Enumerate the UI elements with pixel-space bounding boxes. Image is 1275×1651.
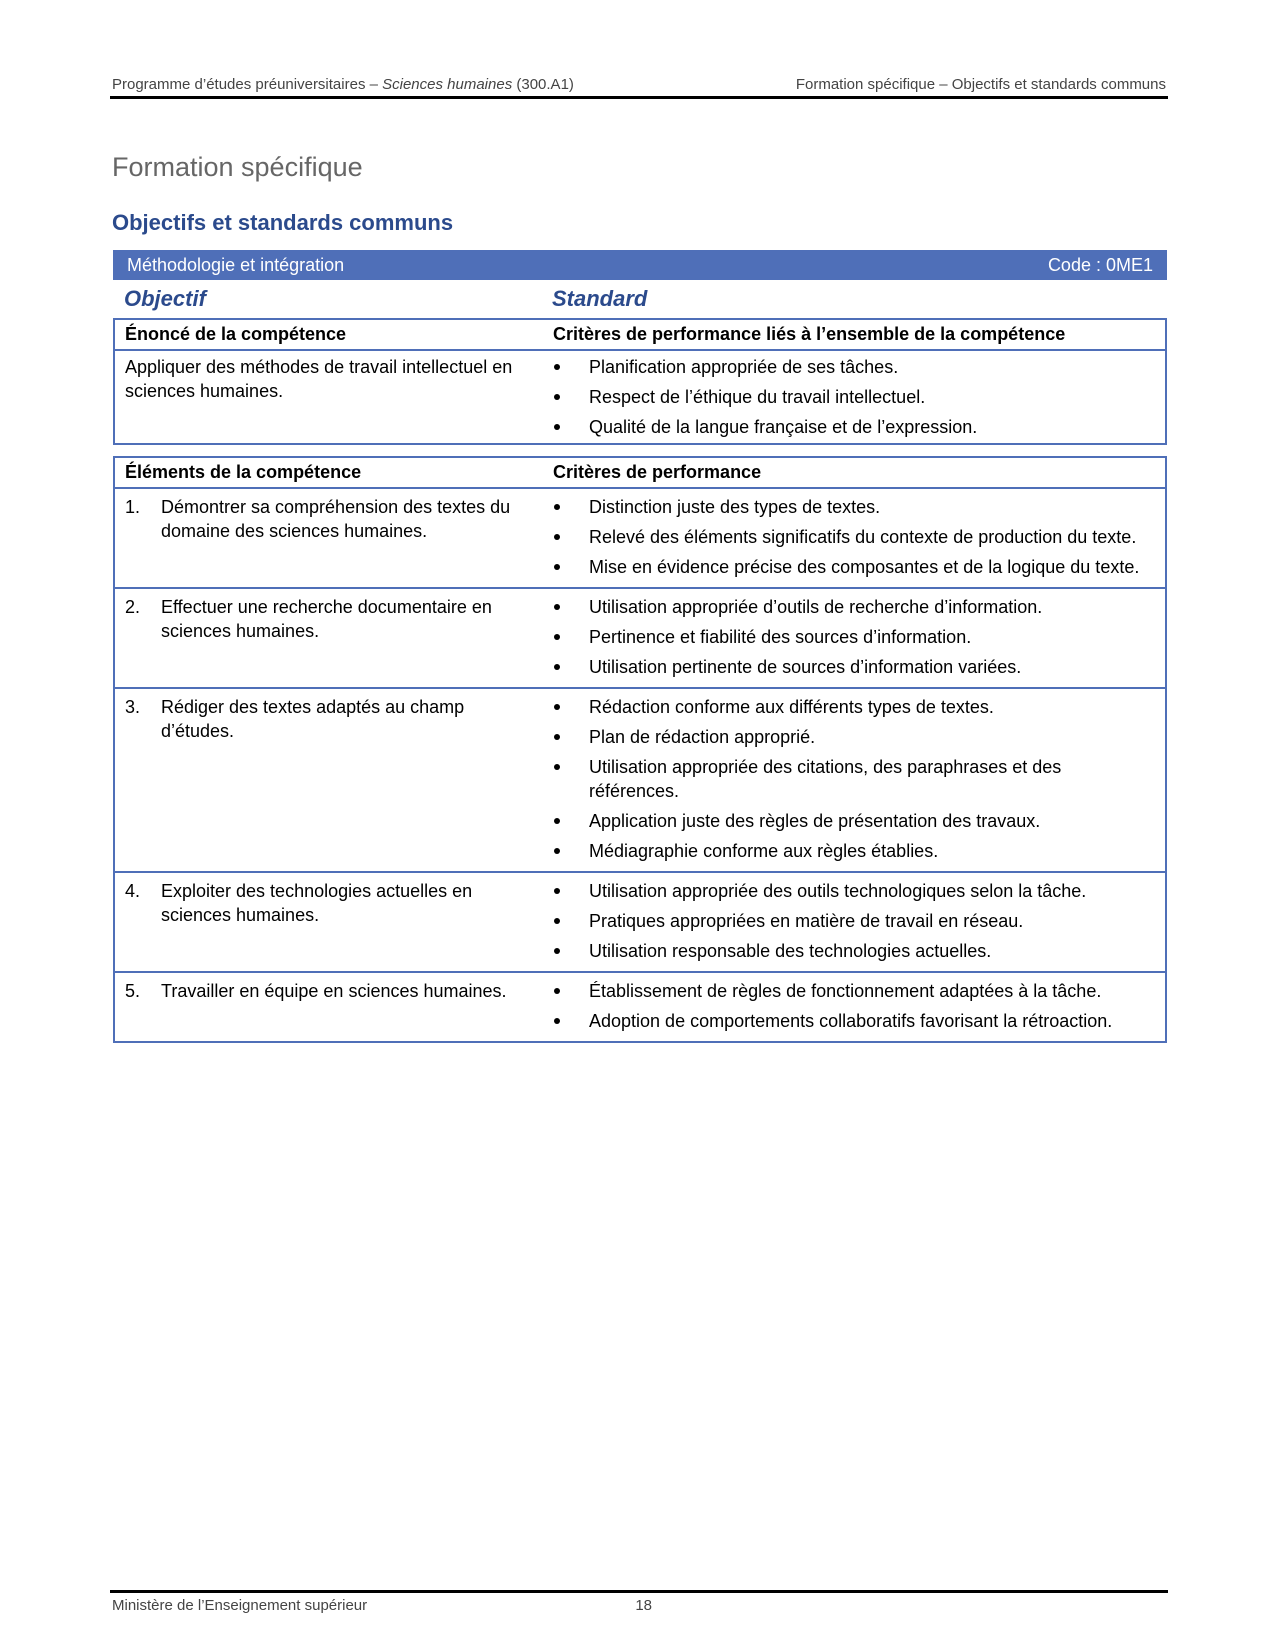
running-header-right: Formation spécifique – Objectifs et standards communs: [795, 76, 1166, 93]
element-number: 5.: [125, 981, 141, 1001]
bullet-icon: [554, 634, 560, 640]
bullet-icon: [554, 564, 560, 570]
bullet-icon: [554, 604, 560, 610]
bullet-icon: [554, 534, 560, 540]
criterion-item: [553, 555, 1155, 579]
running-header: [112, 76, 1166, 93]
bullet-icon: [554, 764, 560, 770]
element-number: 3.: [125, 697, 141, 717]
competence-criteria-heading: Critères de performance liés à l’ensemble de la compétence: [543, 319, 1166, 350]
criteria-list: [553, 695, 1155, 863]
element-text: Exploiter des technologies actuelles en sciences humaines.: [161, 881, 473, 925]
bullet-icon: [554, 818, 560, 824]
criterion-item: [553, 755, 1155, 803]
element-cell: [114, 588, 543, 688]
bullet-icon: [554, 704, 560, 710]
criterion-item: [553, 355, 1155, 379]
element-cell: [114, 688, 543, 872]
header-rule: [110, 96, 1168, 99]
criteria-cell: [543, 488, 1166, 588]
element-item: [125, 879, 533, 927]
criterion-item: [553, 809, 1155, 833]
criterion-text: Application juste des règles de présentation des travaux.: [589, 811, 1041, 831]
criterion-text: Relevé des éléments significatifs du contexte de production du texte.: [589, 527, 1137, 547]
element-item: [125, 595, 533, 643]
element-row: [114, 872, 1166, 972]
criterion-text: Pertinence et fiabilité des sources d’information.: [589, 627, 972, 647]
bullet-icon: [554, 664, 560, 670]
criterion-text: Respect de l’éthique du travail intellectuel.: [589, 387, 926, 407]
element-number: 4.: [125, 881, 141, 901]
criterion-text: Utilisation pertinente de sources d’information variées.: [589, 657, 1022, 677]
element-text: Rédiger des textes adaptés au champ d’études.: [161, 697, 465, 741]
footer-rule: [110, 1590, 1168, 1593]
criterion-text: Pratiques appropriées en matière de travail en réseau.: [589, 911, 1024, 931]
criteria-cell: [543, 872, 1166, 972]
criterion-item: [553, 415, 1155, 439]
criterion-text: Utilisation appropriée des citations, des paraphrases et des références.: [589, 757, 1062, 801]
bullet-icon: [554, 424, 560, 430]
criterion-text: Utilisation appropriée d’outils de recherche d’information.: [589, 597, 1043, 617]
criterion-text: Distinction juste des types de textes.: [589, 497, 881, 517]
course-bar: [113, 250, 1167, 280]
criterion-item: [553, 625, 1155, 649]
criterion-item: [553, 879, 1155, 903]
element-number: 1.: [125, 497, 141, 517]
bullet-icon: [554, 848, 560, 854]
criterion-text: Établissement de règles de fonctionnement adaptées à la tâche.: [589, 981, 1102, 1001]
criteria-list: [553, 979, 1155, 1033]
criterion-item: [553, 1009, 1155, 1033]
element-row: [114, 588, 1166, 688]
criterion-text: Utilisation appropriée des outils technologiques selon la tâche.: [589, 881, 1087, 901]
criterion-text: Rédaction conforme aux différents types de textes.: [589, 697, 994, 717]
course-title: Méthodologie et intégration: [127, 254, 345, 275]
criterion-text: Qualité de la langue française et de l’expression.: [589, 417, 978, 437]
criteria-cell: [543, 972, 1166, 1042]
criteria-list: [553, 879, 1155, 963]
criterion-text: Planification appropriée de ses tâches.: [589, 357, 899, 377]
criteria-cell: [543, 588, 1166, 688]
criterion-item: [553, 655, 1155, 679]
section-subtitle: Objectifs et standards communs: [112, 210, 454, 235]
criterion-item: [553, 595, 1155, 619]
criterion-text: Utilisation responsable des technologies actuelles.: [589, 941, 992, 961]
bullet-icon: [554, 394, 560, 400]
competence-table: [113, 318, 1167, 445]
bullet-icon: [554, 918, 560, 924]
element-row: [114, 972, 1166, 1042]
competence-statement-heading: Énoncé de la compétence: [114, 319, 543, 350]
elements-body: [114, 488, 1166, 1042]
criteria-list: [553, 595, 1155, 679]
element-cell: [114, 488, 543, 588]
element-item: [125, 979, 533, 1003]
element-item: [125, 495, 533, 543]
element-row: [114, 688, 1166, 872]
criterion-item: [553, 909, 1155, 933]
element-row: [114, 488, 1166, 588]
criterion-item: [553, 939, 1155, 963]
page-number: 18: [635, 1597, 652, 1614]
criteria-list: [553, 495, 1155, 579]
criteria-cell: [543, 688, 1166, 872]
element-text: Travailler en équipe en sciences humaines.: [161, 981, 507, 1001]
element-text: Effectuer une recherche documentaire en sciences humaines.: [161, 597, 492, 641]
element-cell: [114, 872, 543, 972]
bullet-icon: [554, 988, 560, 994]
bullet-icon: [554, 734, 560, 740]
objective-heading: Objectif: [124, 286, 206, 311]
footer-ministry: Ministère de l’Enseignement supérieur: [112, 1597, 368, 1614]
criterion-item: [553, 525, 1155, 549]
section-title: Formation spécifique: [112, 152, 363, 182]
criterion-text: Adoption de comportements collaboratifs favorisant la rétroaction.: [589, 1011, 1113, 1031]
competence-statement: Appliquer des méthodes de travail intellectuel en sciences humaines.: [125, 357, 513, 401]
running-header-left: Programme d’études préuniversitaires – Sciences humaines (300.A1): [112, 76, 574, 93]
criterion-text: Mise en évidence précise des composantes et de la logique du texte.: [589, 557, 1140, 577]
element-item: [125, 695, 533, 743]
bullet-icon: [554, 504, 560, 510]
bullet-icon: [554, 888, 560, 894]
criterion-item: [553, 839, 1155, 863]
criteria-heading: Critères de performance: [543, 457, 1166, 488]
elements-heading: Éléments de la compétence: [114, 457, 543, 488]
element-number: 2.: [125, 597, 141, 617]
criterion-text: Plan de rédaction approprié.: [589, 727, 816, 747]
criterion-item: [553, 725, 1155, 749]
element-text: Démontrer sa compréhension des textes du domaine des sciences humaines.: [161, 497, 511, 541]
bullet-icon: [554, 1018, 560, 1024]
criterion-item: [553, 695, 1155, 719]
criterion-item: [553, 385, 1155, 409]
elements-table: [113, 456, 1167, 1043]
criterion-item: [553, 979, 1155, 1003]
course-code: Code : 0ME1: [1047, 254, 1153, 275]
criterion-text: Médiagraphie conforme aux règles établies.: [589, 841, 939, 861]
competence-criteria-list: [553, 355, 1155, 439]
bullet-icon: [554, 364, 560, 370]
criterion-item: [553, 495, 1155, 519]
element-cell: [114, 972, 543, 1042]
bullet-icon: [554, 948, 560, 954]
standard-heading: Standard: [552, 286, 648, 311]
footer: [112, 1597, 652, 1614]
